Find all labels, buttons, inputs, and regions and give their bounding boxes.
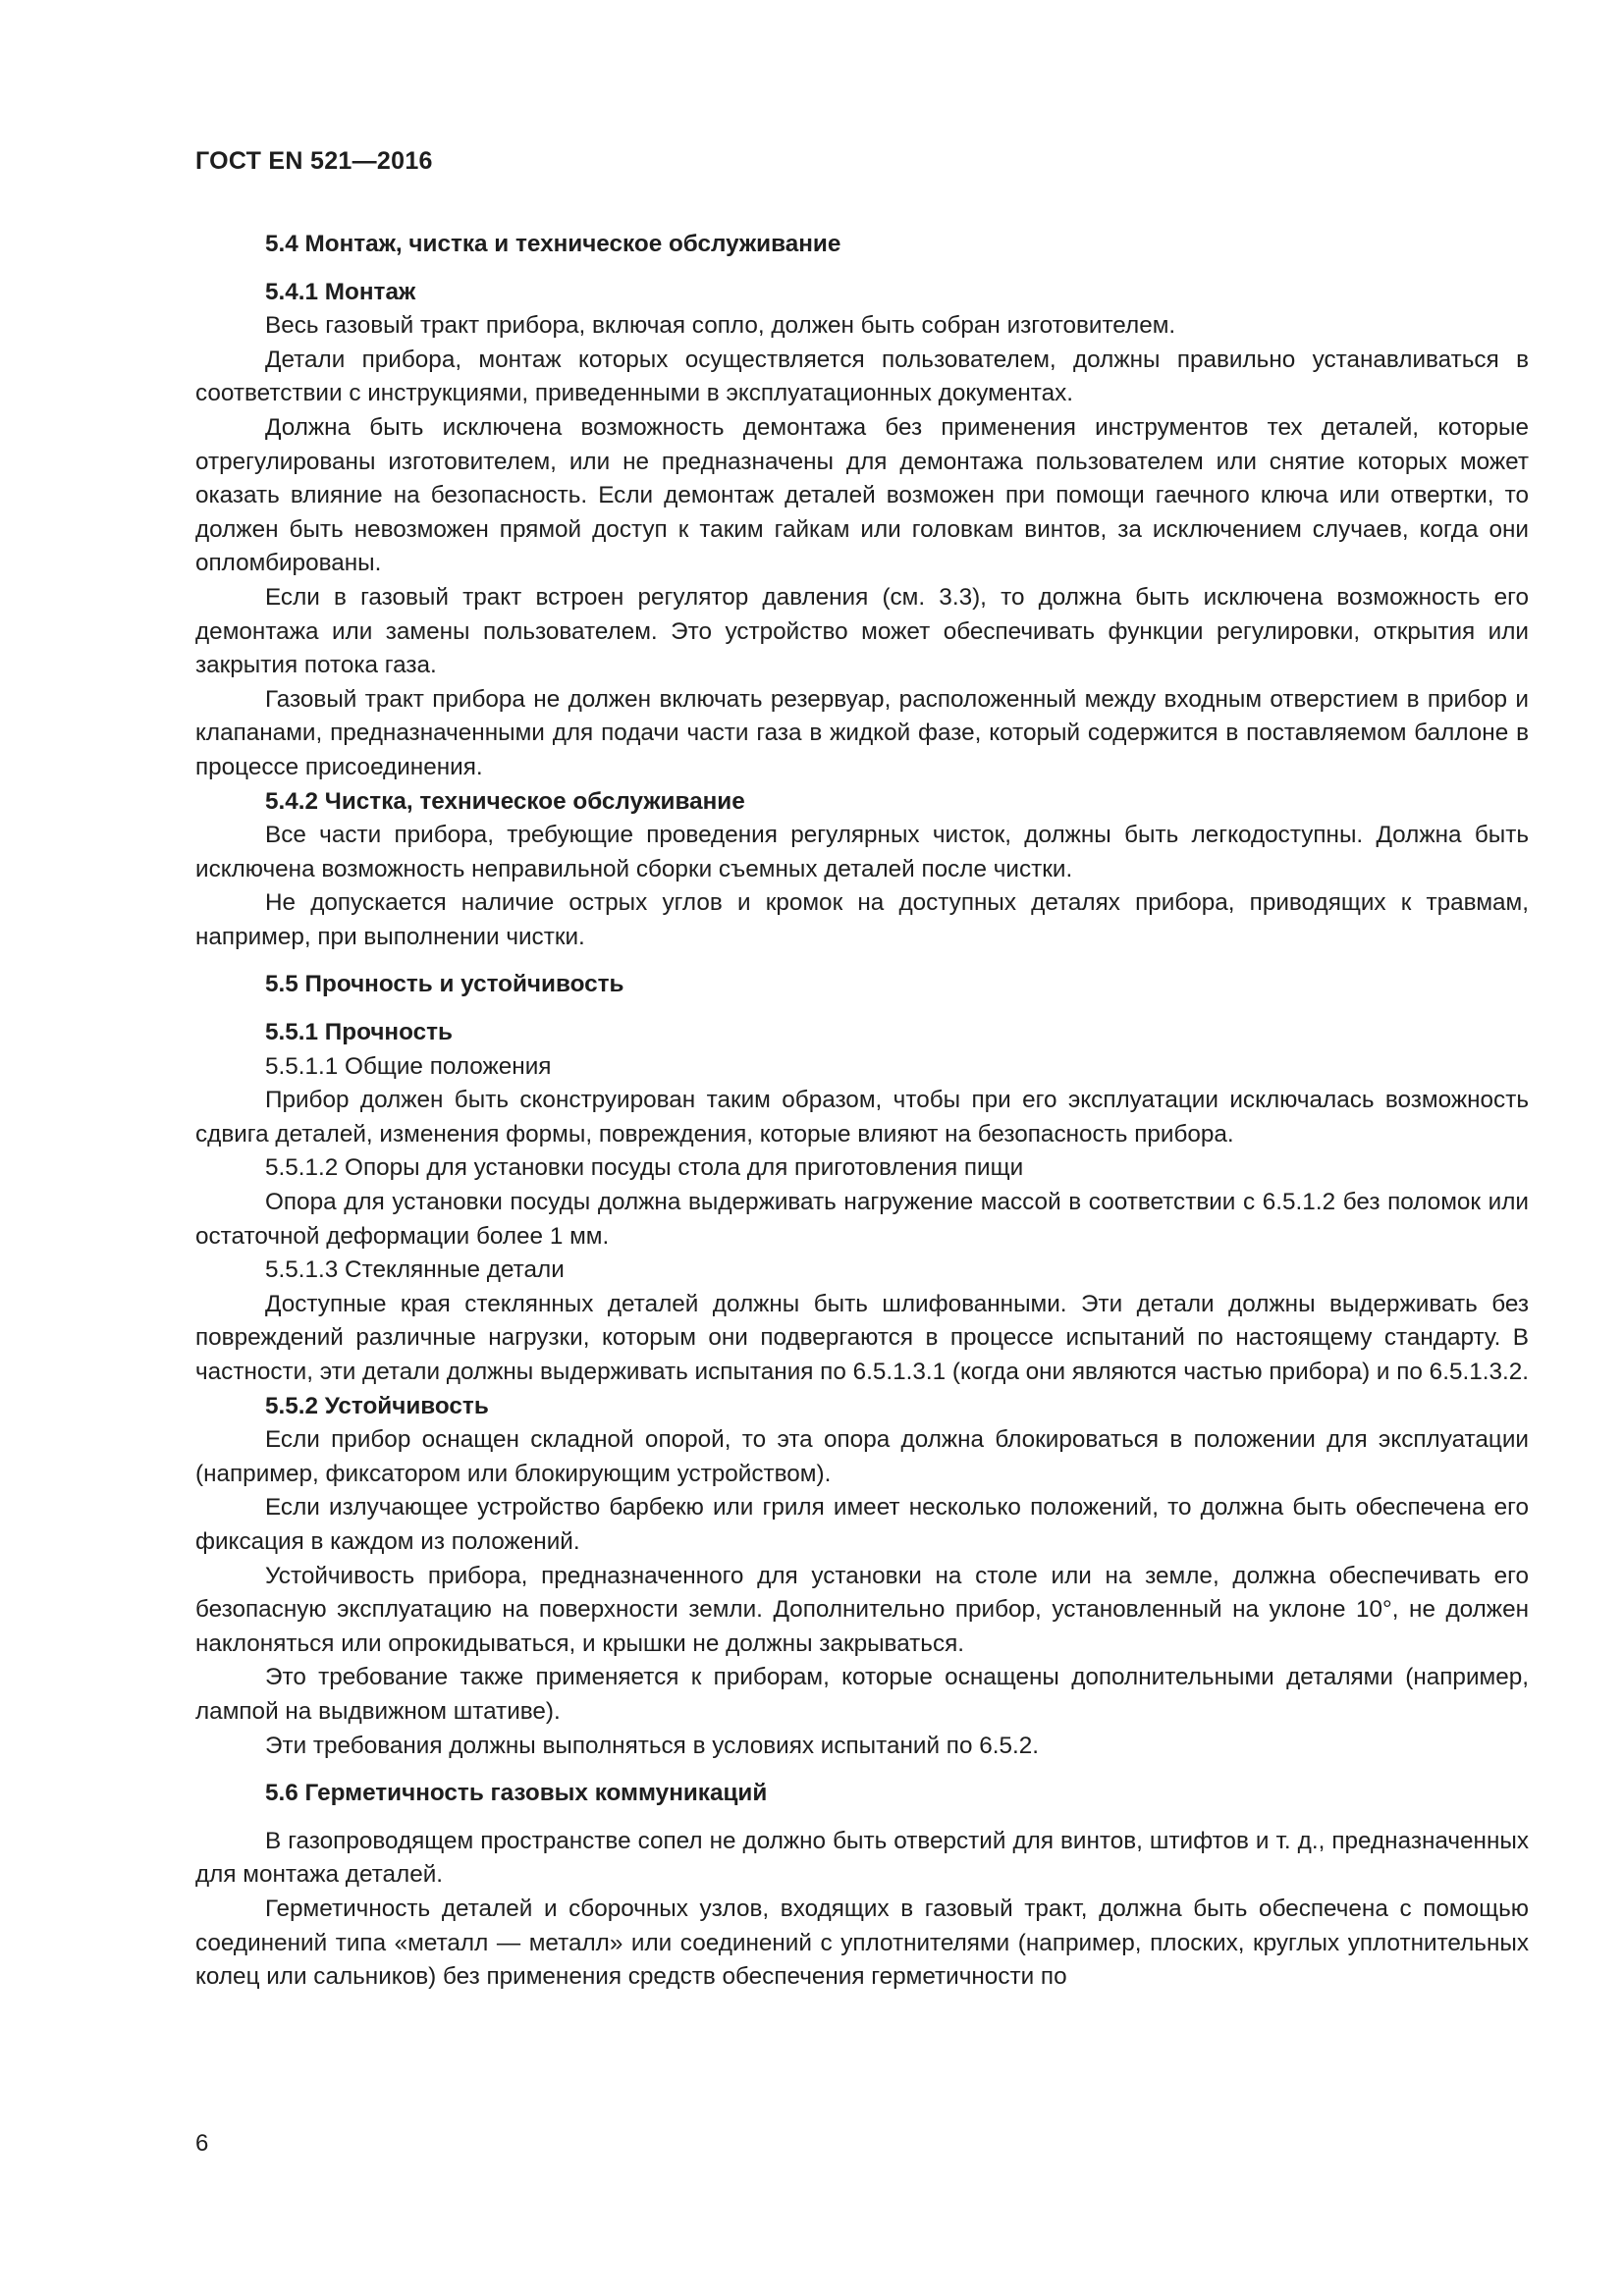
section-5-6-heading: 5.6 Герметичность газовых коммуникаций bbox=[265, 1780, 768, 1807]
section-5-5-2-heading: 5.5.2 Устойчивость bbox=[265, 1392, 489, 1419]
paragraph: Устойчивость прибора, предназначенного для установки на столе или на земле, должна обеспечивать его безопасную эксплуатацию на поверхности земли. Дополнительно прибор, установленный на уклоне 10°, не должен наклоняться или опрокидываться, и крышки не должны закрываться. bbox=[195, 1562, 1529, 1657]
paragraph: Весь газовый тракт прибора, включая сопло, должен быть собран изготовителем. bbox=[265, 312, 1176, 340]
section-5-4-heading: 5.4 Монтаж, чистка и техническое обслуживание bbox=[265, 231, 841, 257]
paragraph: В газопроводящем пространстве сопел не должно быть отверстий для винтов, штифтов и т. д., предназначенных для монтажа деталей. bbox=[195, 1827, 1529, 1889]
paragraph: Доступные края стеклянных деталей должны быть шлифованными. Эти детали должны выдерживать без повреждений различные нагрузки, которым они подвергаются в процессе испытаний по настоящему стандарту. В частности, эти детали должны выдерживать испытания по 6.5.1.3.1 (когда они являются частью прибора) и по 6.5.1.3.2. bbox=[195, 1290, 1529, 1385]
paragraph: Прибор должен быть сконструирован таким образом, чтобы при его эксплуатации исключалась возможность сдвига деталей, изменения формы, повреждения, которые влияют на безопасность прибора. bbox=[195, 1087, 1529, 1148]
section-5-5-heading: 5.5 Прочность и устойчивость bbox=[265, 971, 624, 998]
paragraph: Если излучающее устройство барбекю или гриля имеет несколько положений, то должна быть обеспечена его фиксация в каждом из положений. bbox=[195, 1494, 1529, 1555]
page-number: 6 bbox=[195, 2130, 209, 2157]
section-5-5-1-1-heading: 5.5.1.1 Общие положения bbox=[265, 1052, 552, 1080]
paragraph: Если в газовый тракт встроен регулятор давления (см. 3.3), то должна быть исключена возможность его демонтажа или замены пользователем. Это устройство может обеспечивать функции регулировки, открытия или закрытия потока газа. bbox=[195, 583, 1529, 679]
document-body bbox=[195, 228, 1529, 1995]
paragraph: Эти требования должны выполняться в условиях испытаний по 6.5.2. bbox=[265, 1732, 1039, 1759]
section-5-5-1-2-heading: 5.5.1.2 Опоры для установки посуды стола для приготовления пищи bbox=[265, 1154, 1024, 1182]
paragraph: Все части прибора, требующие проведения регулярных чисток, должны быть легкодоступны. Должна быть исключена возможность неправильной сборки съемных деталей после чистки. bbox=[195, 822, 1529, 882]
paragraph: Опора для установки посуды должна выдерживать нагружение массой в соответствии с 6.5.1.2 без поломок или остаточной деформации более 1 мм. bbox=[195, 1189, 1529, 1250]
paragraph: Не допускается наличие острых углов и кромок на доступных деталях прибора, приводящих к травмам, например, при выполнении чистки. bbox=[195, 889, 1529, 950]
section-5-4-2-heading: 5.4.2 Чистка, техническое обслуживание bbox=[265, 787, 745, 815]
paragraph: Это требование также применяется к приборам, которые оснащены дополнительными деталями (например, лампой на выдвижном штативе). bbox=[195, 1664, 1529, 1725]
paragraph: Детали прибора, монтаж которых осуществляется пользователем, должны правильно устанавливаться в соответствии с инструкциями, приведенными в эксплуатационных документах. bbox=[195, 346, 1529, 407]
section-5-4-1-heading: 5.4.1 Монтаж bbox=[265, 278, 416, 305]
paragraph: Герметичность деталей и сборочных узлов, входящих в газовый тракт, должна быть обеспечена с помощью соединений типа «металл — металл» или соединений с уплотнителями (например, плоских, круглых уплотнительных колец или сальников) без применения средств обеспечения герметичности по bbox=[195, 1895, 1529, 1991]
paragraph: Если прибор оснащен складной опорой, то эта опора должна блокироваться в положении для эксплуатации (например, фиксатором или блокирующим устройством). bbox=[195, 1426, 1529, 1487]
paragraph: Газовый тракт прибора не должен включать резервуар, расположенный между входным отверстием в прибор и клапанами, предназначенными для подачи части газа в жидкой фазе, который содержится в поставляемом баллоне в процессе присоединения. bbox=[195, 685, 1529, 780]
section-5-5-1-heading: 5.5.1 Прочность bbox=[265, 1019, 453, 1046]
section-5-5-1-3-heading: 5.5.1.3 Стеклянные детали bbox=[265, 1256, 565, 1284]
standard-code-header: ГОСТ EN 521—2016 bbox=[195, 147, 433, 175]
paragraph: Должна быть исключена возможность демонтажа без применения инструментов тех деталей, которые отрегулированы изготовителем, или не предназначены для демонтажа пользователем или снятие которых может оказать влияние на безопасность. Если демонтаж деталей возможен при помощи гаечного ключа или отвертки, то должен быть невозможен прямой доступ к таким гайкам или головкам винтов, за исключением случаев, когда они опломбированы. bbox=[195, 413, 1529, 577]
